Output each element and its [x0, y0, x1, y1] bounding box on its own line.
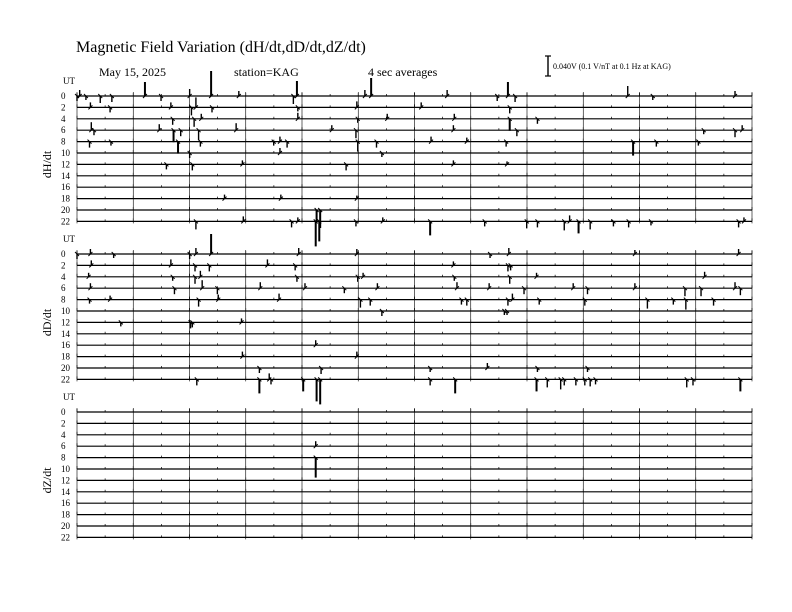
hour-label: 16: [61, 498, 70, 509]
hour-label: 2: [61, 102, 66, 113]
hour-label: 20: [61, 521, 70, 531]
hour-label: 8: [61, 294, 66, 305]
ut-label: UT: [63, 76, 75, 86]
station-label: station=KAG: [234, 65, 299, 79]
hour-label: 4: [61, 113, 66, 124]
hour-label: 10: [61, 148, 70, 158]
panels-group: [40, 71, 752, 542]
hour-label: 18: [61, 509, 70, 520]
hour-label: 12: [61, 475, 70, 486]
panel-ylabel: dH/dt: [40, 150, 54, 179]
averaging-label: 4 sec averages: [368, 65, 438, 79]
hour-label: 16: [61, 182, 70, 193]
hour-label: 8: [61, 136, 66, 147]
ut-label: UT: [63, 234, 75, 244]
hour-label: 2: [61, 418, 66, 429]
hour-label: 0: [61, 249, 66, 259]
hour-label: 8: [61, 452, 66, 463]
hour-label: 14: [61, 328, 70, 339]
hour-label: 20: [61, 363, 70, 373]
hour-label: 18: [61, 193, 70, 204]
hour-label: 22: [61, 374, 70, 385]
hour-label: 4: [61, 271, 66, 282]
hour-label: 12: [61, 317, 70, 328]
hour-label: 4: [61, 429, 66, 440]
hour-label: 6: [61, 283, 66, 294]
date-label: May 15, 2025: [99, 65, 166, 79]
hour-label: 10: [61, 306, 70, 316]
hour-label: 22: [61, 216, 70, 227]
hour-label: 20: [61, 205, 70, 215]
hour-label: 6: [61, 441, 66, 452]
panel-dhdt: [40, 71, 752, 246]
panel-ylabel: dD/dt: [40, 308, 54, 337]
hour-label: 0: [61, 407, 66, 417]
hour-label: 22: [61, 532, 70, 543]
hour-label: 10: [61, 464, 70, 474]
scale-bar: [545, 56, 551, 76]
panel-dzdt: [40, 392, 752, 542]
hour-label: 12: [61, 159, 70, 170]
chart-title: Magnetic Field Variation (dH/dt,dD/dt,dZ/dt): [76, 39, 366, 56]
hour-label: 2: [61, 260, 66, 271]
panel-dddt: [40, 234, 752, 404]
hour-label: 6: [61, 125, 66, 136]
scale-label: 0.040V (0.1 V/nT at 0.1 Hz at KAG): [553, 62, 671, 71]
hour-label: 18: [61, 351, 70, 362]
hour-label: 14: [61, 486, 70, 497]
hour-label: 14: [61, 170, 70, 181]
panel-ylabel: dZ/dt: [40, 467, 54, 494]
hour-label: 16: [61, 340, 70, 351]
hour-label: 0: [61, 91, 66, 101]
ut-label: UT: [63, 392, 75, 402]
